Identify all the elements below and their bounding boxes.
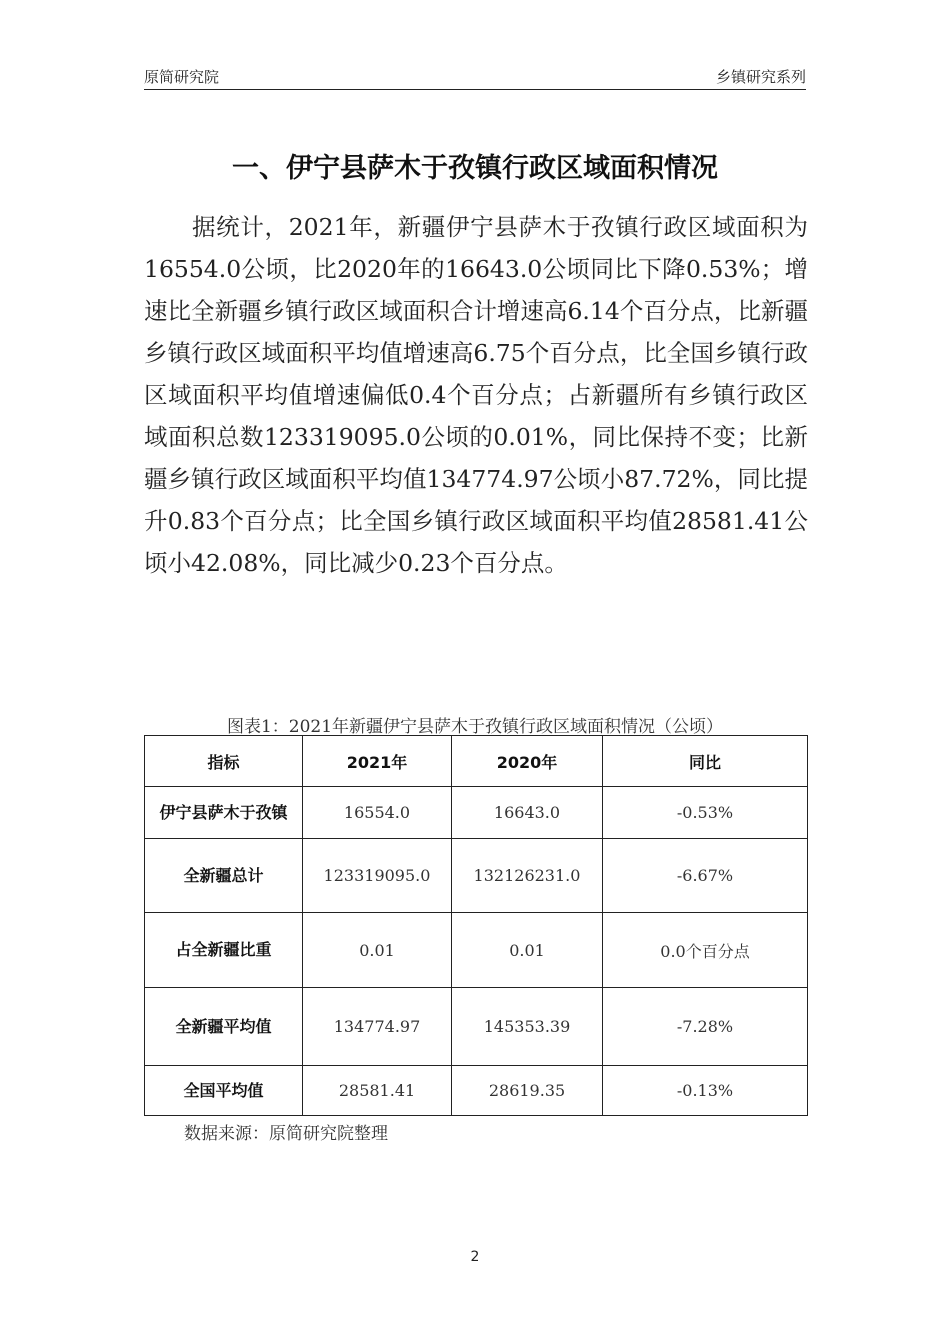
header-divider xyxy=(144,89,806,90)
table-row xyxy=(145,913,808,988)
header-yoy: 同比 xyxy=(603,736,808,787)
cell-2020: 28619.35 xyxy=(452,1066,603,1116)
header-2020: 2020年 xyxy=(452,736,603,787)
cell-2020: 0.01 xyxy=(452,913,603,988)
cell-yoy: -0.53% xyxy=(603,787,808,839)
body-paragraph: 据统计，2021年，新疆伊宁县萨木于孜镇行政区域面积为16554.0公顷，比2020年的16643.0公顷同比下降0.53%；增速比全新疆乡镇行政区域面积合计增速高6.14个百分点，比新疆乡镇行政区域面积平均值增速高6.75个百分点，比全国乡镇行政区域面积平均值增速偏低0.4个百分点；占新疆所有乡镇行政区域面积总数123319095.0公顷的0.01%，同比保持不变；比新疆乡镇行政区域面积平均值134774.97公顷小87.72%，同比提升0.83个百分点；比全国乡镇行政区域面积平均值28581.41公顷小42.08%，同比减少0.23个百分点。 xyxy=(144,213,808,577)
cell-yoy: -0.13% xyxy=(603,1066,808,1116)
area-table xyxy=(144,735,808,1116)
row-label: 全新疆总计 xyxy=(145,839,303,913)
row-label: 伊宁县萨木于孜镇 xyxy=(145,787,303,839)
table-row xyxy=(145,787,808,839)
cell-2021: 0.01 xyxy=(303,913,452,988)
table-row xyxy=(145,839,808,913)
data-source-note: 数据来源：原简研究院整理 xyxy=(184,1124,388,1144)
header-indicator: 指标 xyxy=(145,736,303,787)
row-label: 占全新疆比重 xyxy=(145,913,303,988)
row-label: 全国平均值 xyxy=(145,1066,303,1116)
page-number: 2 xyxy=(470,1249,480,1265)
header-2021: 2021年 xyxy=(303,736,452,787)
section-title: 一、伊宁县萨木于孜镇行政区域面积情况 xyxy=(232,153,718,184)
table-caption: 图表1：2021年新疆伊宁县萨木于孜镇行政区域面积情况（公顷） xyxy=(226,717,724,737)
table-row xyxy=(145,1066,808,1116)
table-row xyxy=(145,988,808,1066)
cell-yoy: 0.0个百分点 xyxy=(603,913,808,988)
table-header-row xyxy=(145,736,808,787)
cell-2021: 123319095.0 xyxy=(303,839,452,913)
header-organization: 原简研究院 xyxy=(144,68,220,86)
header-series: 乡镇研究系列 xyxy=(715,68,806,86)
cell-2020: 145353.39 xyxy=(452,988,603,1066)
cell-yoy: -6.67% xyxy=(603,839,808,913)
cell-2021: 134774.97 xyxy=(303,988,452,1066)
row-label: 全新疆平均值 xyxy=(145,988,303,1066)
cell-2021: 16554.0 xyxy=(303,787,452,839)
cell-yoy: -7.28% xyxy=(603,988,808,1066)
cell-2020: 16643.0 xyxy=(452,787,603,839)
cell-2020: 132126231.0 xyxy=(452,839,603,913)
cell-2021: 28581.41 xyxy=(303,1066,452,1116)
